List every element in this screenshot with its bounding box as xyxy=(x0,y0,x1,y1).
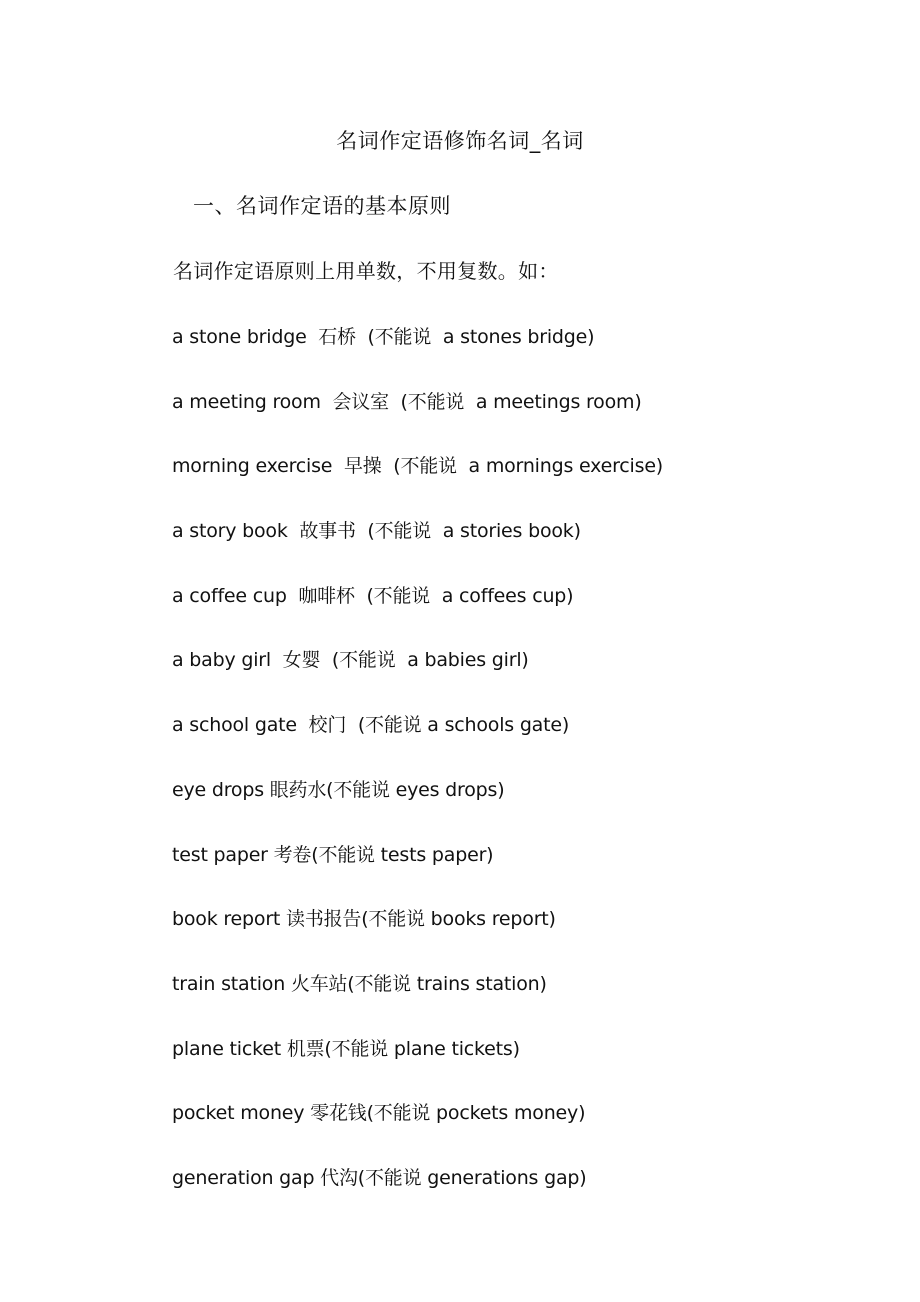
example-line: a stone bridge 石桥 (不能说 a stones bridge) xyxy=(172,326,595,348)
document-title: 名词作定语修饰名词_名词 xyxy=(336,129,584,153)
example-line: eye drops 眼药水(不能说 eyes drops) xyxy=(172,778,505,801)
example-line: a baby girl 女婴 (不能说 a babies girl) xyxy=(172,649,529,672)
example-line: book report 读书报告(不能说 books report) xyxy=(172,908,556,931)
example-line: pocket money 零花钱(不能说 pockets money) xyxy=(172,1102,586,1125)
section-heading: 一、名词作定语的基本原则 xyxy=(193,194,451,218)
example-line: a coffee cup 咖啡杯 (不能说 a coffees cup) xyxy=(172,584,574,607)
example-list xyxy=(172,320,663,1226)
example-line: morning exercise 早操 (不能说 a mornings exercise) xyxy=(172,455,664,478)
intro-paragraph: 名词作定语原则上用单数，不用复数。如： xyxy=(173,259,559,283)
example-line: a school gate 校门 (不能说 a schools gate) xyxy=(172,714,570,737)
example-line: train station 火车站(不能说 trains station) xyxy=(172,972,547,995)
example-line: generation gap 代沟(不能说 generations gap) xyxy=(172,1166,587,1189)
example-line: a story book 故事书 (不能说 a stories book) xyxy=(172,520,581,543)
example-line: test paper 考卷(不能说 tests paper) xyxy=(172,843,494,866)
example-line: plane ticket 机票(不能说 plane tickets) xyxy=(172,1037,520,1060)
example-line: a meeting room 会议室 (不能说 a meetings room) xyxy=(172,390,642,413)
